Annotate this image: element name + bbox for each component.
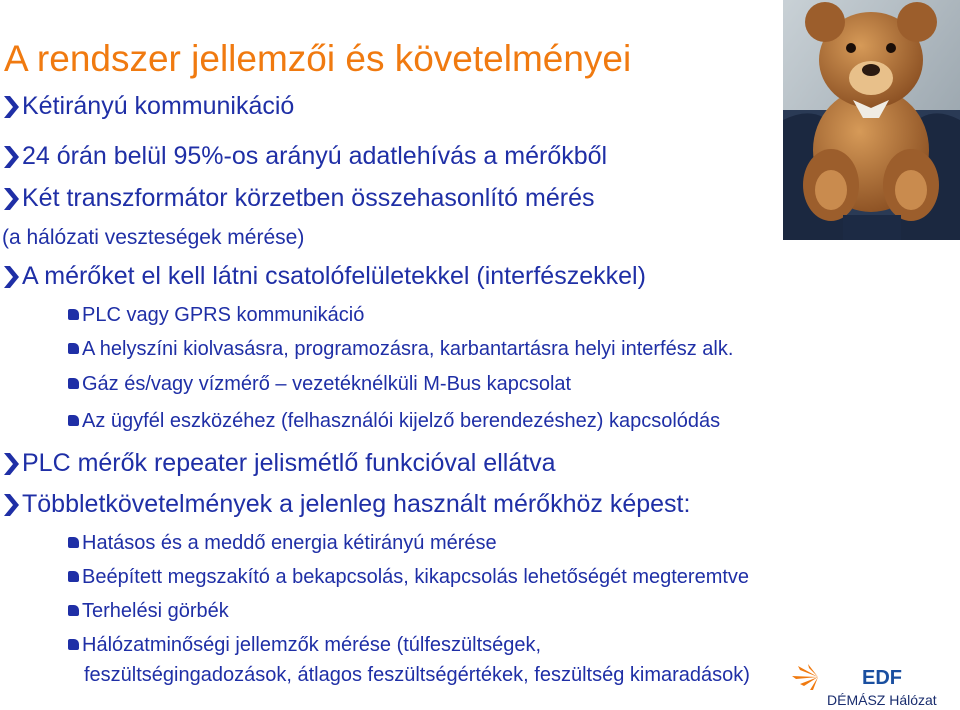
square-bullet-icon [68,605,79,616]
square-bullet-icon [68,378,79,389]
arrow-bullet-icon [2,492,20,518]
logo-subtitle: DÉMÁSZ Hálózat [827,692,937,708]
sub-bullet-line: A helyszíni kiolvasásra, programozásra, karbantartásra helyi interfész alk. [68,338,733,361]
square-bullet-icon [68,571,79,582]
teddy-bear-photo [783,0,960,240]
arrow-bullet-icon [2,451,20,477]
sub-bullet-line: Hálózatminőségi jellemzők mérése (túlfeszültségek, [68,634,541,657]
bullet-line: PLC mérők repeater jelismétlő funkcióval ellátva [2,449,556,478]
bullet-line: Kétirányú kommunikáció [2,92,294,121]
square-bullet-icon [68,537,79,548]
square-bullet-icon [68,639,79,650]
arrow-bullet-icon [2,144,20,170]
sub-bullet-line: Hatásos és a meddő energia kétirányú mérése [68,532,497,555]
sub-bullet-line: Terhelési görbék [68,600,229,623]
arrow-bullet-icon [2,186,20,212]
square-bullet-icon [68,415,79,426]
bullet-line-continuation: (a hálózati veszteségek mérése) [2,226,305,249]
edf-brand-text: EDF [862,667,902,689]
arrow-bullet-icon [2,264,20,290]
slide-title: A rendszer jellemzői és követelményei [4,38,632,79]
sub-bullet-line: Gáz és/vagy vízmérő – vezetéknélküli M-Bus kapcsolat [68,373,571,396]
bullet-line: Két transzformátor körzetben összehasonlító mérés [2,184,595,213]
sub-bullet-line: Beépített megszakító a bekapcsolás, kikapcsolás lehetőségét megteremtve [68,566,749,589]
sub-bullet-line: PLC vagy GPRS kommunikáció [68,304,364,327]
bullet-line: 24 órán belül 95%-os arányú adatlehívás a mérőkből [2,142,607,171]
bullet-line: A mérőket el kell látni csatolófelületekkel (interfészekkel) [2,262,646,291]
square-bullet-icon [68,343,79,354]
bullet-line: Többletkövetelmények a jelenleg használt mérőkhöz képest: [2,490,690,519]
sub-bullet-line: Az ügyfél eszközéhez (felhasználói kijelző berendezéshez) kapcsolódás [68,410,720,433]
sub-bullet-line-continuation: feszültségingadozások, átlagos feszültségértékek, feszültség kimaradások) [84,664,750,686]
arrow-bullet-icon [2,94,20,120]
square-bullet-icon [68,309,79,320]
